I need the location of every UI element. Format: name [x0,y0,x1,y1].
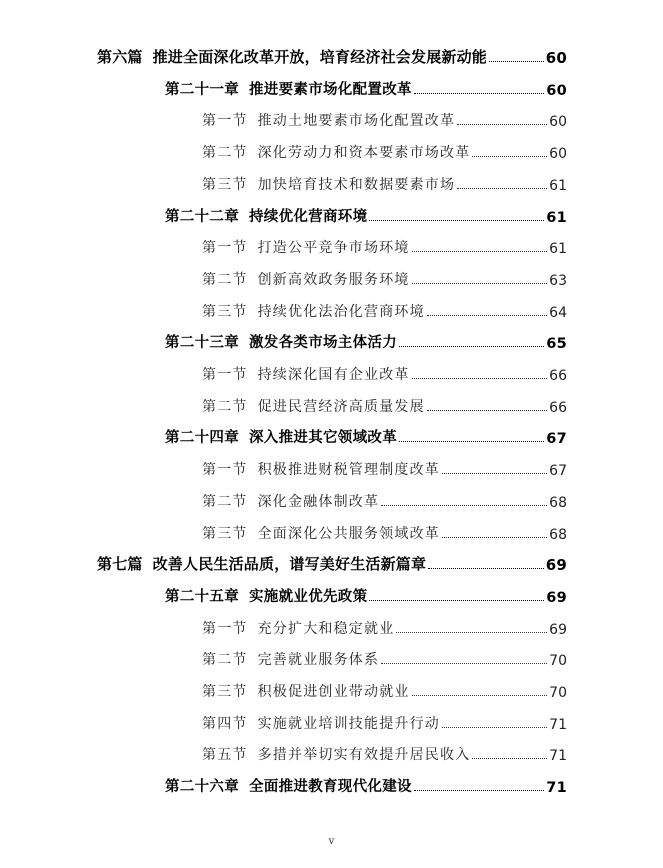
toc-entry-title: 完善就业服务体系 [257,652,380,669]
toc-entry-title: 积极推进财税管理制度改革 [257,462,441,479]
dot-leader [412,251,548,252]
toc-entry-title: 推进要素市场化配置改革 [249,81,412,98]
toc-entry-page-number: 71 [549,716,567,733]
toc-entry-section[interactable] [202,521,567,543]
toc-entry-label [202,681,410,701]
toc-entry-number: 第六篇 [97,48,143,66]
toc-entry-number: 第二十六章 [165,779,239,796]
toc-entry-title: 创新高效政务服务环境 [257,271,410,288]
dot-leader [427,410,547,411]
toc-entry-number: 第三节 [202,684,248,700]
toc-entry-title: 推进全面深化改革开放，培育经济社会发展新动能 [152,48,488,66]
toc-entry-number: 第二十五章 [165,588,239,605]
toc-entry-label [202,618,394,638]
toc-entry-section[interactable] [202,647,567,669]
toc-entry-label [165,585,367,606]
dot-leader [369,220,544,221]
toc-entry-label [165,775,412,796]
dot-leader [442,473,547,474]
toc-entry-title: 深化劳动力和资本要素市场改革 [257,145,471,162]
toc-entry-title: 实施就业培训技能提升行动 [257,715,441,732]
dot-leader [369,600,544,601]
toc-entry-label [202,237,410,257]
toc-entry-title: 积极促进创业带动就业 [257,684,410,700]
toc-entry-number: 第二十一章 [165,81,239,98]
toc-entry-title: 持续深化国有企业改革 [257,367,410,383]
toc-entry-title: 打造公平竞争市场环境 [257,240,410,257]
toc-entry-label [165,78,412,99]
dot-leader [489,61,544,62]
toc-entry-page-number: 60 [549,114,567,131]
toc-entry-title: 加快培育技术和数据要素市场 [257,176,456,193]
toc-entry-number: 第二节 [202,271,248,288]
toc-entry-page-number: 66 [549,368,567,384]
toc-entry-title: 实施就业优先政策 [249,588,368,605]
toc-entry-number: 第三节 [202,525,248,542]
toc-entry-title: 深入推进其它领域改革 [249,430,397,447]
toc-entry-number: 第一节 [202,240,248,257]
dot-leader [442,537,547,538]
toc-entry-section[interactable] [202,140,567,162]
dot-leader [442,727,547,728]
toc-entry-section[interactable] [202,267,567,289]
toc-entry-title: 深化金融体制改革 [257,493,380,510]
toc-entry-section[interactable] [202,457,567,479]
dot-leader [412,378,548,379]
toc-entry-page-number: 61 [546,209,567,226]
toc-entry-section[interactable] [202,711,567,733]
toc-entry-page-number: 68 [549,526,567,543]
toc-entry-number: 第二节 [202,145,248,162]
dot-leader [472,758,547,759]
toc-entry-label [202,649,379,669]
toc-entry-number: 第二节 [202,398,248,415]
toc-entry-number: 第一节 [202,462,248,479]
toc-entry-chapter[interactable] [165,584,567,606]
toc-entry-title: 激发各类市场主体活力 [249,335,397,352]
toc-entry-number: 第二节 [202,652,248,669]
toc-entry-page-number: 71 [546,780,567,797]
toc-entry-page-number: 71 [549,748,567,765]
dot-leader [412,695,548,696]
toc-entry-number: 第二十三章 [165,335,239,352]
toc-entry-part[interactable] [97,45,567,67]
dot-leader [399,441,544,442]
toc-entry-title: 改善人民生活品质，谱写美好生活新篇章 [152,555,427,574]
toc-entry-page-number: 64 [549,304,567,321]
toc-entry-section[interactable] [202,679,567,701]
toc-entry-page-number: 61 [549,177,567,194]
toc-entry-label [202,174,455,194]
toc-entry-title: 持续优化法治化营商环境 [257,303,425,320]
toc-entry-page-number: 61 [549,241,567,258]
toc-entry-label [202,459,440,479]
toc-entry-number: 第一节 [202,620,248,637]
toc-entry-label [165,205,367,226]
dot-leader [427,315,547,316]
page-footer-number: v [328,836,335,847]
toc-entry-title: 促进民营经济高质量发展 [257,398,425,415]
toc-entry-page-number: 69 [546,589,567,606]
toc-entry-number: 第三节 [202,176,248,193]
toc-entry-chapter[interactable] [165,77,567,99]
dot-leader [381,505,547,506]
toc-entry-page-number: 65 [546,336,567,353]
toc-entry-label [202,491,379,511]
toc-entry-page-number: 60 [549,146,567,163]
toc-entry-title: 全面深化公共服务领域改革 [257,525,441,542]
toc-entry-title: 推动土地要素市场化配置改革 [257,113,456,130]
toc-entry-section[interactable] [202,172,567,194]
toc-entry-number: 第二十四章 [165,430,239,447]
dot-leader [428,568,544,569]
toc-entry-label [202,744,470,764]
toc-entry-title: 持续优化营商环境 [249,208,368,225]
toc-entry-section[interactable] [202,235,567,257]
toc-entry-label [165,331,397,352]
toc-entry-page-number: 69 [549,621,567,638]
toc-entry-section[interactable] [202,299,567,321]
toc-entry-part[interactable] [97,552,567,574]
toc-entry-section[interactable] [202,362,567,384]
toc-entry-label [97,46,487,67]
toc-entry-label [202,523,440,543]
toc-entry-number: 第三节 [202,303,248,320]
dot-leader [472,156,547,157]
toc-entry-section[interactable] [202,616,567,638]
toc-entry-section[interactable] [202,489,567,511]
toc-entry-section[interactable] [202,394,567,416]
toc-entry-number: 第五节 [202,747,248,764]
toc-entry-page-number: 67 [546,431,567,448]
toc-entry-page-number: 60 [545,49,567,67]
toc-entry-page-number: 68 [549,494,567,511]
toc-entry-label [202,269,410,289]
dot-leader [414,93,544,94]
toc-entry-number: 第二节 [202,493,248,510]
toc-entry-label [97,553,426,574]
toc-entry-page-number: 70 [549,653,567,670]
toc-entry-number: 第一节 [202,113,248,130]
dot-leader [381,663,547,664]
toc-entry-label [202,110,455,130]
toc-entry-title: 多措并举切实有效提升居民收入 [257,747,471,764]
toc-entry-page-number: 70 [549,685,567,701]
toc-entry-label [202,364,410,384]
toc-entry-label [202,396,425,416]
dot-leader [457,188,547,189]
toc-entry-number: 第四节 [202,715,248,732]
toc-entry-label [202,713,440,733]
dot-leader [412,283,548,284]
toc-entry-label [202,142,470,162]
toc-entry-page-number: 60 [546,82,567,99]
toc-entry-chapter[interactable] [165,330,567,352]
toc-entry-page-number: 69 [545,556,567,575]
toc-entry-title: 全面推进教育现代化建设 [249,779,412,796]
toc-entry-number: 第七篇 [97,555,143,574]
dot-leader [457,124,547,125]
toc-entry-page-number: 67 [549,463,567,480]
toc-entry-page-number: 66 [549,399,567,416]
toc-entry-section[interactable] [202,108,567,130]
toc-entry-chapter[interactable] [165,204,567,226]
toc-entry-chapter[interactable] [165,774,567,796]
dot-leader [399,346,544,347]
toc-entry-label [202,301,425,321]
toc-entry-page-number: 63 [549,272,567,289]
dot-leader [414,790,544,791]
toc-entry-title: 充分扩大和稳定就业 [257,620,395,637]
toc-entry-number: 第二十二章 [165,208,239,225]
toc-entry-section[interactable] [202,742,567,764]
toc-entry-number: 第一节 [202,367,248,383]
dot-leader [396,632,547,633]
toc-entry-chapter[interactable] [165,425,567,447]
toc-entry-label [165,426,397,447]
